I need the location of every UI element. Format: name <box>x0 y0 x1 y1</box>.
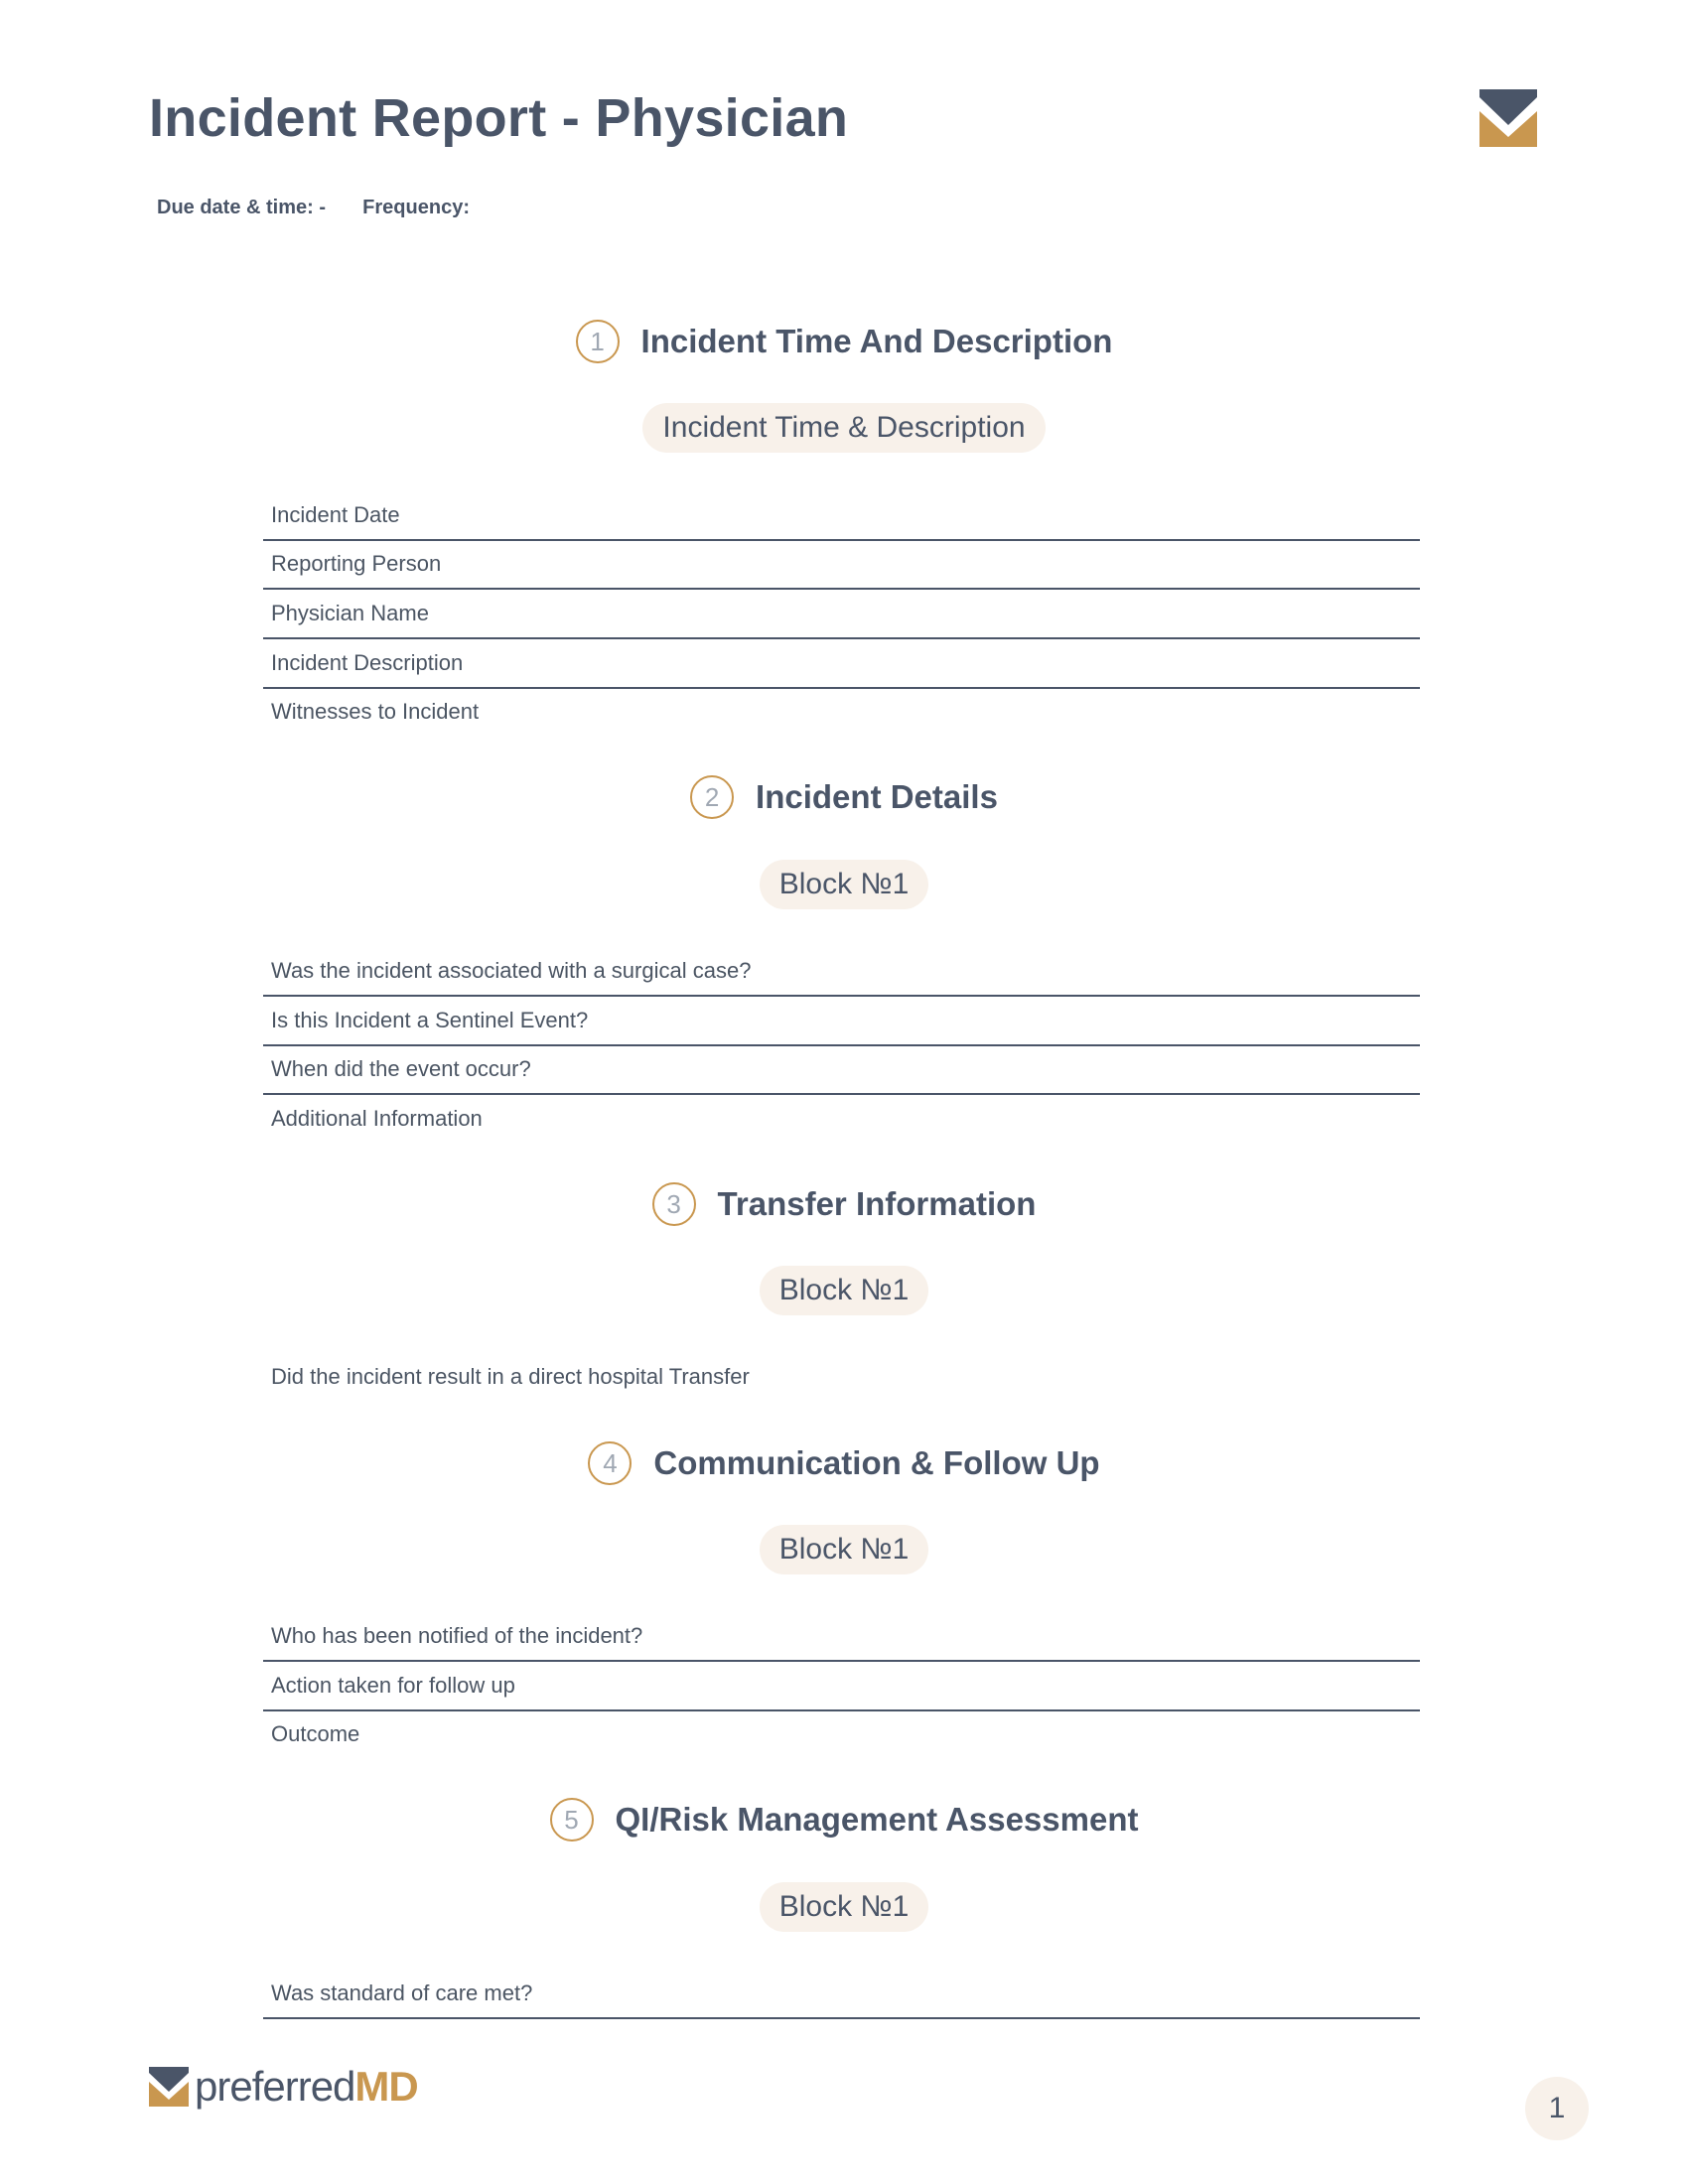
section-3-heading <box>0 1182 1688 1226</box>
field-incident-description[interactable]: Incident Description <box>263 640 1420 689</box>
section-4-heading <box>0 1441 1688 1485</box>
section-2-heading <box>0 775 1688 819</box>
section-5-heading <box>0 1798 1688 1842</box>
page-number: 1 <box>1525 2077 1589 2140</box>
field-reporting-person[interactable]: Reporting Person <box>263 541 1420 590</box>
field-surgical-case[interactable]: Was the incident associated with a surgical case? <box>263 948 1420 997</box>
brand-name: preferred <box>195 2063 355 2110</box>
footer-logo <box>149 2063 418 2111</box>
section-number: 4 <box>588 1441 632 1485</box>
block-label: Incident Time & Description <box>642 403 1045 453</box>
brand-check-icon <box>149 2067 189 2107</box>
field-follow-up[interactable]: Action taken for follow up <box>263 1663 1420 1711</box>
section-number: 1 <box>576 320 620 363</box>
field-hospital-transfer[interactable]: Did the incident result in a direct hospital Transfer <box>271 1364 750 1389</box>
page-title: Incident Report - Physician <box>149 88 849 148</box>
field-outcome[interactable]: Outcome <box>271 1721 360 1746</box>
checkmark-logo-icon <box>1479 89 1537 147</box>
section-number: 5 <box>550 1798 594 1842</box>
section-title: Communication & Follow Up <box>653 1444 1100 1481</box>
due-date-label: Due date & time: <box>157 197 314 218</box>
block-label: Block №1 <box>760 1525 929 1574</box>
field-event-time[interactable]: When did the event occur? <box>263 1046 1420 1095</box>
field-witnesses[interactable]: Witnesses to Incident <box>271 699 480 724</box>
section-1-heading <box>0 320 1688 363</box>
section-number: 3 <box>652 1182 696 1226</box>
due-date-value: - <box>319 197 327 218</box>
section-title: QI/Risk Management Assessment <box>615 1801 1139 1838</box>
field-notified[interactable]: Who has been notified of the incident? <box>263 1613 1420 1662</box>
field-incident-date[interactable]: Incident Date <box>263 492 1420 541</box>
field-physician-name[interactable]: Physician Name <box>263 591 1420 639</box>
section-title: Transfer Information <box>717 1185 1037 1222</box>
section-number: 2 <box>690 775 734 819</box>
block-label: Block №1 <box>760 860 929 909</box>
frequency-label: Frequency: <box>362 197 470 218</box>
field-sentinel-event[interactable]: Is this Incident a Sentinel Event? <box>263 998 1420 1046</box>
field-additional-info[interactable]: Additional Information <box>271 1106 483 1131</box>
section-title: Incident Details <box>756 778 998 815</box>
meta-row <box>157 197 470 219</box>
brand-name-accent: MD <box>354 2063 418 2110</box>
block-label: Block №1 <box>760 1266 929 1315</box>
block-label: Block №1 <box>760 1882 929 1932</box>
field-standard-of-care[interactable]: Was standard of care met? <box>263 1971 1420 2019</box>
section-title: Incident Time And Description <box>640 323 1113 359</box>
